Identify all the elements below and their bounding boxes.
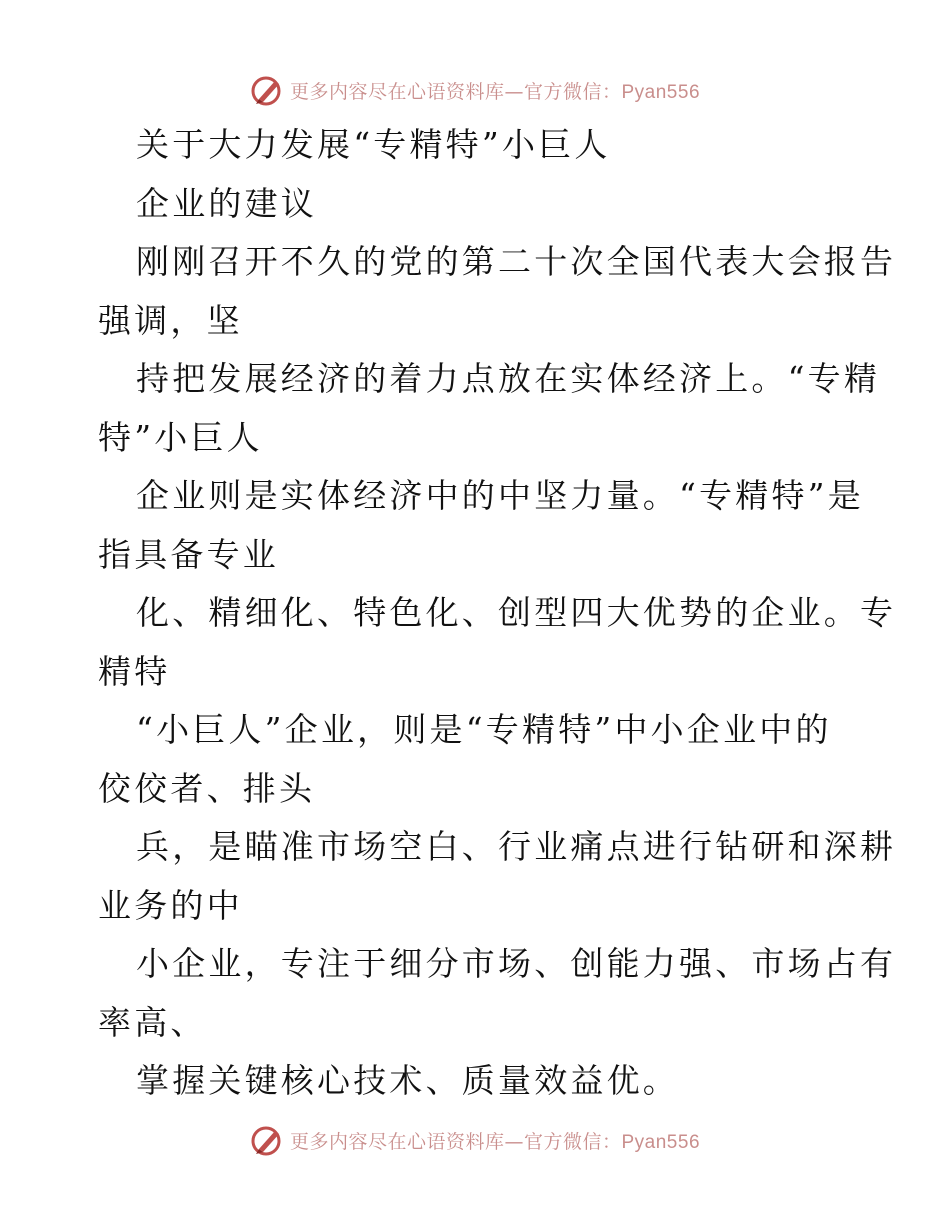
body-line: 特”小巨人 xyxy=(98,417,263,457)
body-line: 指具备专业 xyxy=(98,534,279,574)
body-line: 持把发展经济的着力点放在实体经济上。“专精 xyxy=(136,359,881,398)
body-line: 企业则是实体经济中的中坚力量。“专精特”是 xyxy=(136,476,864,515)
body-line: 精特 xyxy=(98,651,171,691)
body-line: 佼佼者、排头 xyxy=(98,768,316,808)
body-line: 兵，是瞄准市场空白、行业痛点进行钻研和深耕 xyxy=(136,827,897,866)
body-line: 企业的建议 xyxy=(136,183,317,223)
watermark-label: 官方微信： xyxy=(523,1130,622,1153)
body-line: 化、精细化、特色化、创型四大优势的企业。专 xyxy=(136,593,897,632)
body-line: 掌握关键核心技术、质量效益优。 xyxy=(136,1061,679,1100)
watermark-wechat-id: Pyan556 xyxy=(621,81,701,103)
header-watermark xyxy=(0,70,950,110)
body-line: 关于大力发展“专精特”小巨人 xyxy=(136,125,611,164)
watermark-wechat-id: Pyan556 xyxy=(621,1131,701,1153)
body-line: 业务的中 xyxy=(98,885,243,925)
footer-watermark xyxy=(0,1120,950,1160)
watermark-dash: — xyxy=(504,1130,524,1153)
body-line: 刚刚召开不久的党的第二十次全国代表大会报告 xyxy=(136,242,897,281)
body-line: 强调，坚 xyxy=(98,300,243,340)
watermark-dash: — xyxy=(504,80,524,103)
body-line: “小巨人”企业，则是“专精特”中小企业中的 xyxy=(136,710,832,749)
pen-logo-icon xyxy=(250,73,284,107)
body-line: 小企业，专注于细分市场、创能力强、市场占有 xyxy=(136,944,897,983)
pen-logo-icon xyxy=(250,1123,284,1157)
watermark-label: 官方微信： xyxy=(523,80,622,103)
body-line: 率高、 xyxy=(98,1002,207,1042)
watermark-text: 更多内容尽在心语资料库 xyxy=(289,1130,505,1153)
document-body xyxy=(98,116,897,1111)
watermark-text: 更多内容尽在心语资料库 xyxy=(289,80,505,103)
